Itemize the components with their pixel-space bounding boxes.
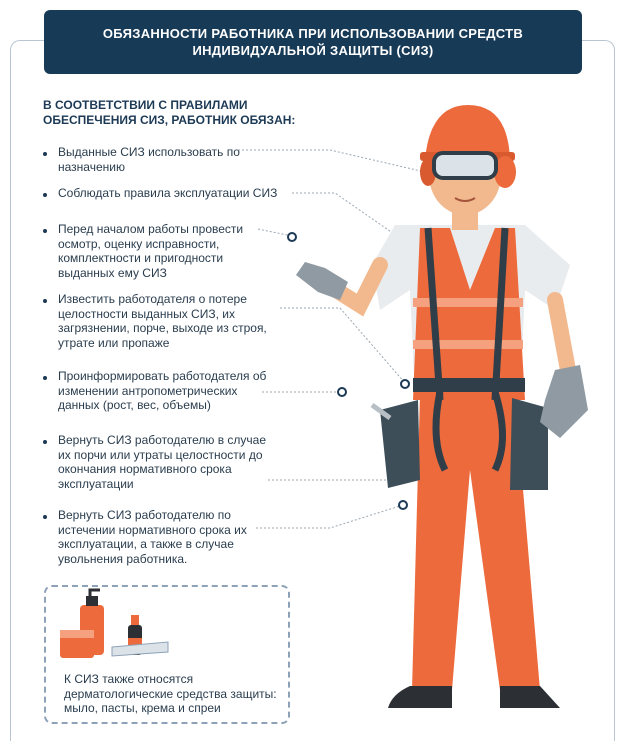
duty-item-5: Проинформировать работодателя об изменении антропометрических данных (рост, вес, объемы): [58, 369, 267, 412]
duty-item-6: Вернуть СИЗ работодателю в случае их порчи или утраты целостности до окончания нормативного срока эксплуатации: [58, 433, 267, 491]
duty-item-2: Соблюдать правила эксплуатации СИЗ: [58, 186, 278, 200]
intro-heading: В СООТВЕТСТВИИ С ПРАВИЛАМИ ОБЕСПЕЧЕНИЯ СИЗ, РАБОТНИК ОБЯЗАН:: [43, 98, 296, 127]
page-title: ОБЯЗАННОСТИ РАБОТНИКА ПРИ ИСПОЛЬЗОВАНИИ СРЕДСТВ ИНДИВИДУАЛЬНОЙ ЗАЩИТЫ (СИЗ): [102, 26, 524, 58]
duty-item-7: Вернуть СИЗ работодателю по истечении нормативного срока их эксплуатации, а также в случае увольнения работника.: [58, 508, 247, 566]
duty-item-3: Перед началом работы провести осмотр, оценку исправности, комплектности и пригодности выданных ему СИЗ: [58, 222, 244, 280]
note-text: К СИЗ также относятся дерматологические средства защиты: мыло, пасты, крема и спреи: [64, 672, 277, 715]
duty-item-4: Известить работодателя о потере целостности выданных СИЗ, их загрязнении, порче, выходе из строя, утрате или пропаже: [58, 292, 267, 350]
duty-item-1: Выданные СИЗ использовать по назначению: [58, 145, 240, 174]
